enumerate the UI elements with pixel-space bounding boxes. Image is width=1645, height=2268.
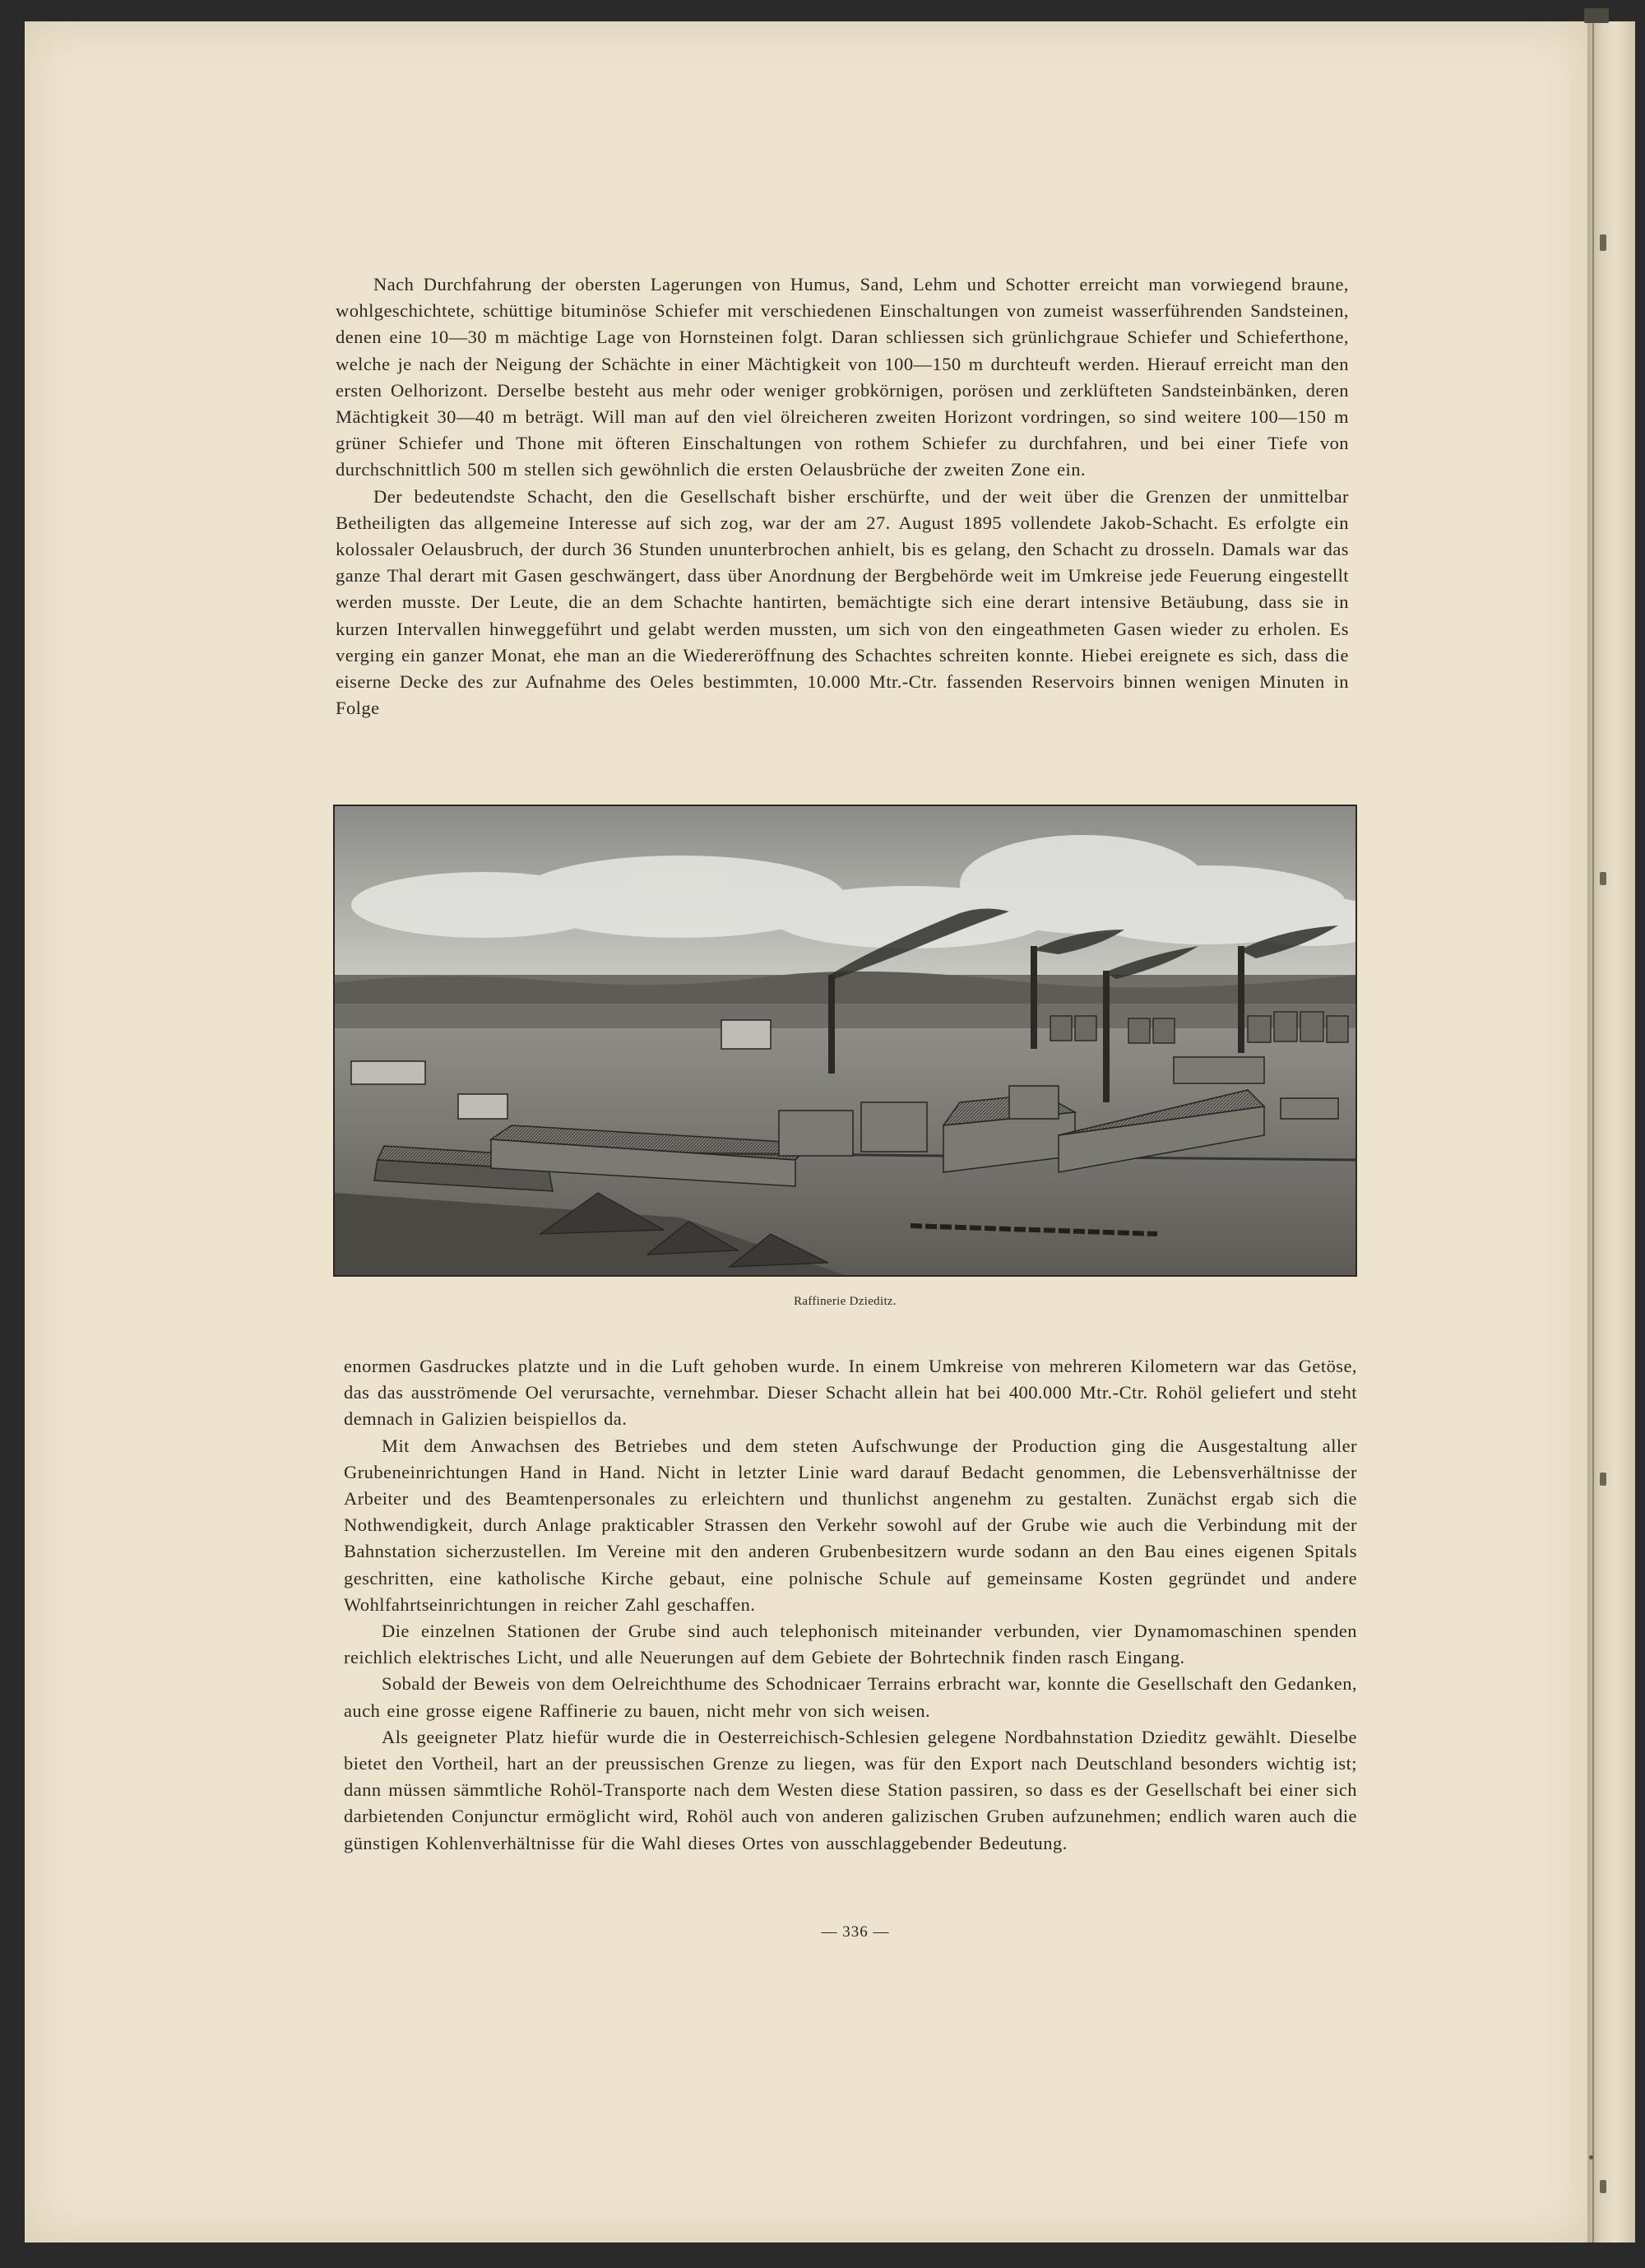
refinery-illustration <box>333 805 1357 1277</box>
paragraph: enormen Gasdruckes platzte und in die Luft gehoben wurde. In einem Umkreise von mehreren Kilometern war das Getöse, das das ausströmende Oel verursachte, vernehmbar. Dieser Schacht allein hat bei 400.000 Mtr.-Ctr. Rohöl geliefert und steht demnach in Galizien beispiellos da. <box>344 1356 1357 1430</box>
top-text-block <box>336 271 1349 721</box>
paragraph: Sobald der Beweis von dem Oelreichthume des Schodnicaer Terrains erbracht war, konnte die Gesellschaft den Gedanken, auch eine grosse eigene Raffinerie zu bauen, nicht mehr von sich weisen. <box>344 1673 1357 1721</box>
page-edge-line <box>1592 21 1594 2242</box>
figure-caption: Raffinerie Dzieditz. <box>794 1295 897 1308</box>
binding-clip <box>1584 8 1609 23</box>
page-tab-marker <box>1600 1473 1606 1486</box>
page-edge <box>1587 21 1635 2242</box>
paragraph: Mit dem Anwachsen des Betriebes und dem steten Aufschwunge der Production ging die Ausgestaltung aller Grubeneinrichtungen Hand in Hand. Nicht in letzter Linie ward darauf Bedacht genommen, die Lebensverhältnisse der Arbeiter und des Beamtenpersonales zu erleichtern und thunlichst angenehm zu gestalten. Zunächst ergab sich die Nothwendigkeit, durch Anlage prakticabler Strassen den Verkehr sowohl auf der Grube wie auch die Verbindung mit der Bahnstation sicherzustellen. Im Vereine mit den anderen Grubenbesitzern wurde sodann an den Bau eines eigenen Spitals geschritten, eine katholische Kirche gebaut, eine polnische Schule auf gemeinsame Kosten gegründet und andere Wohlfahrtseinrichtungen in reicher Zahl geschaffen. <box>344 1435 1357 1615</box>
paragraph: Die einzelnen Stationen der Grube sind auch telephonisch miteinander verbunden, vier Dynamomaschinen spenden reichlich elektrisches Licht, und alle Neuerungen auf dem Gebiete der Bohrtechnik finden rasch Eingang. <box>344 1621 1357 1668</box>
paper-speck <box>1589 2155 1593 2159</box>
paragraph: Nach Durchfahrung der obersten Lagerungen von Humus, Sand, Lehm und Schotter erreicht man vorwiegend braune, wohlgeschichtete, schüttige bituminöse Schiefer mit verschiedenen Einschaltungen von zumeist wasserführenden Sandsteinen, denen eine 10—30 m mächtige Lage von Hornsteinen folgt. Daran schliessen sich grünlichgraue Schiefer und Schieferthone, welche je nach der Neigung der Schächte in einer Mächtigkeit von 100—150 m durchteuft werden. Hierauf erreicht man den ersten Oelhorizont. Derselbe besteht aus mehr oder weniger grobkörnigen, porösen und zerklüfteten Sandsteinbänken, deren Mächtigkeit 30—40 m beträgt. Will man auf den viel ölreicheren zweiten Horizont vordringen, so sind weitere 100—150 m grüner Schiefer und Thone mit öfteren Einschaltungen von rothem Schiefer zu durchfahren, und bei einer Tiefe von durchschnittlich 500 m stellen sich gewöhnlich die ersten Oelausbrüche der zweiten Zone ein. <box>336 274 1349 480</box>
page-number: — 336 — <box>821 1923 890 1941</box>
bottom-text-block <box>344 1353 1357 1857</box>
page-tab-marker <box>1600 872 1606 885</box>
paragraph: Der bedeutendste Schacht, den die Gesellschaft bisher erschürfte, und der weit über die Grenzen der unmittelbar Betheiligten das allgemeine Interesse auf sich zog, war der am 27. August 1895 vollendete Jakob-Schacht. Es erfolgte ein kolossaler Oelausbruch, der durch 36 Stunden ununterbrochen anhielt, bis es gelang, den Schacht zu drosseln. Damals war das ganze Thal derart mit Gasen geschwängert, dass über Anordnung der Bergbehörde weit im Umkreise jede Feuerung eingestellt werden musste. Der Leute, die an dem Schachte hantirten, bemächtigte sich eine derart intensive Betäubung, dass sie in kurzen Intervallen hinweggeführt und gelabt werden mussten, um sich von den eingeathmeten Gasen wieder zu erholen. Es verging ein ganzer Monat, ehe man an die Wiedereröffnung des Schachtes schreiten konnte. Hiebei ereignete es sich, dass die eiserne Decke des zur Aufnahme des Oeles bestimmten, 10.000 Mtr.-Ctr. fassenden Reservoirs binnen wenigen Minuten in Folge <box>336 485 1349 719</box>
page-tab-marker <box>1600 234 1606 251</box>
page-tab-marker <box>1600 2180 1606 2193</box>
paragraph: Als geeigneter Platz hiefür wurde die in Oesterreichisch-Schlesien gelegene Nordbahnstation Dzieditz gewählt. Dieselbe bietet den Vortheil, hart an der preussischen Grenze zu liegen, was für den Export nach Deutschland besonders wichtig ist; dann müssen sämmtliche Rohöl-Transporte nach dem Westen diese Station passiren, so dass es der Gesellschaft bei einer sich darbietenden Conjunctur ermöglicht wird, Rohöl auch von anderen galizischen Gruben aufzunehmen; endlich waren auch die günstigen Kohlenverhältnisse für die Wahl dieses Ortes von ausschlaggebender Bedeutung. <box>344 1726 1357 1853</box>
